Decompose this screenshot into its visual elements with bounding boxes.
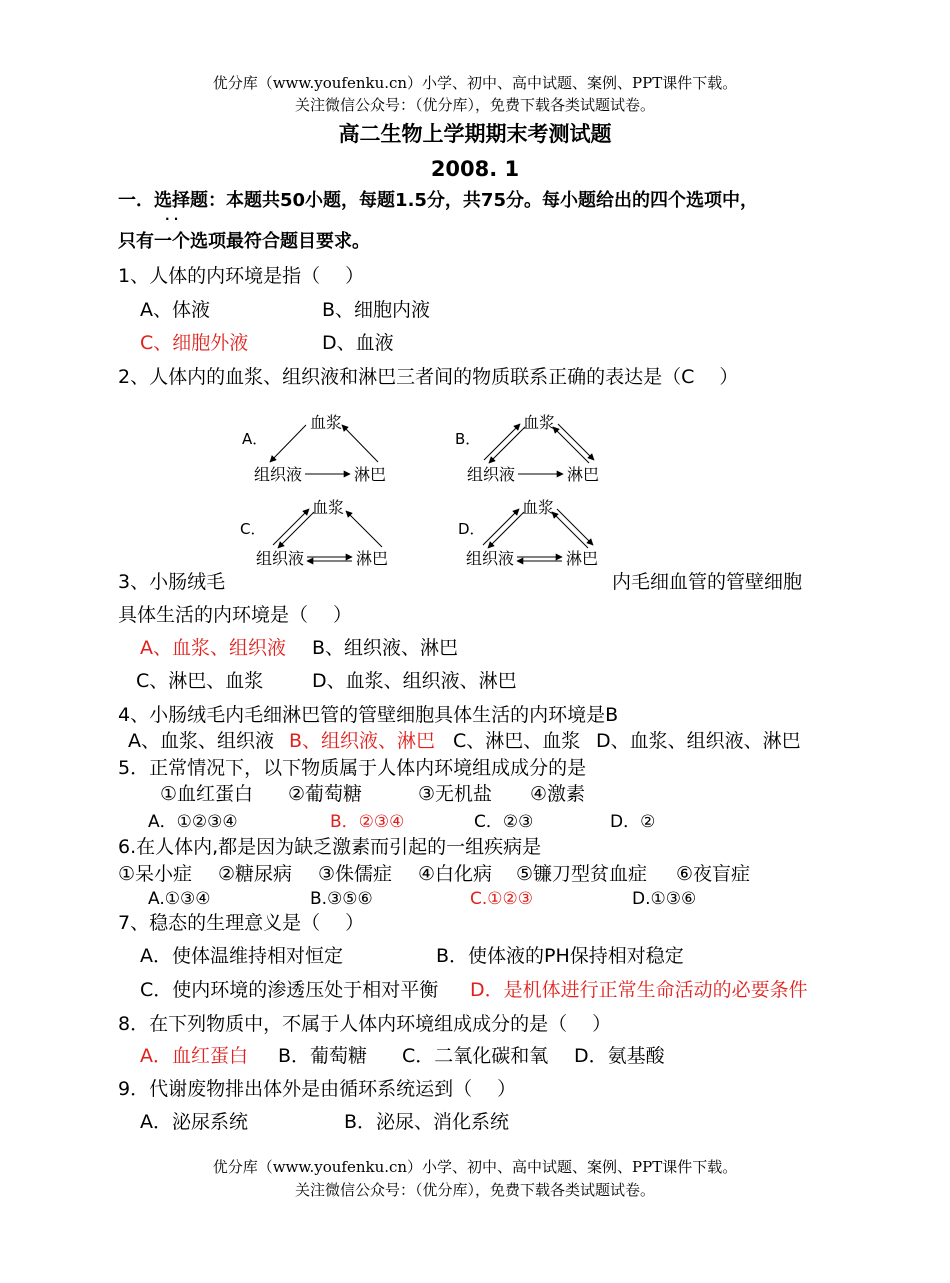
q8-option-d: D．氨基酸 bbox=[574, 1045, 665, 1067]
q6-item-3: ③侏儒症 bbox=[318, 863, 393, 885]
diagram-a-arrow-lymph-plasma bbox=[342, 425, 378, 462]
q5-item-3: ③无机盐 bbox=[418, 783, 493, 805]
q4-option-d: D、血浆、组织液、淋巴 bbox=[596, 730, 801, 752]
q5-option-c: C．②③ bbox=[474, 812, 534, 832]
q8-option-c: C．二氧化碳和氧 bbox=[402, 1045, 549, 1067]
section-heading-line-1: 一．选择题：本题共50小题，每题1.5分，共75分。每小题给出的四个选项中， bbox=[118, 190, 758, 211]
q4-option-b-answer: B、组织液、淋巴 bbox=[289, 730, 436, 752]
footer-line-1: 优分库（www.youfenku.cn）小学、初中、高中试题、案例、PPT课件下载。 bbox=[212, 1158, 738, 1176]
q4-option-c: C、淋巴、血浆 bbox=[453, 730, 581, 752]
header-line-1: 优分库（www.youfenku.cn）小学、初中、高中试题、案例、PPT课件下载。 bbox=[212, 74, 738, 92]
q3-stem-right: 内毛细血管的管壁细胞 bbox=[612, 571, 803, 593]
diagram-c-top: 血浆 bbox=[312, 498, 345, 517]
q7-option-d-answer: D．是机体进行正常生命活动的必要条件 bbox=[470, 979, 808, 1001]
q6-item-5: ⑤镰刀型贫血症 bbox=[516, 863, 648, 885]
diagram-a-right: 淋巴 bbox=[354, 465, 387, 484]
q1-stem: 1、人体的内环境是指（ ） bbox=[118, 265, 365, 287]
q6-item-2: ②糖尿病 bbox=[218, 863, 293, 885]
q3-option-b: B、组织液、淋巴 bbox=[312, 637, 459, 659]
emphasis-dots: · · bbox=[165, 212, 179, 226]
q9-option-b: B．泌尿、消化系统 bbox=[344, 1111, 510, 1133]
q6-option-b: B.③⑤⑥ bbox=[310, 889, 373, 909]
q6-stem: 6.在人体内,都是因为缺乏激素而引起的一组疾病是 bbox=[118, 836, 542, 858]
diagram-b-label: B． bbox=[455, 430, 481, 448]
diagram-c-label: C． bbox=[240, 520, 266, 538]
q8-option-a-answer: A．血红蛋白 bbox=[140, 1045, 248, 1067]
diagram-c bbox=[240, 498, 388, 568]
q3-option-c: C、淋巴、血浆 bbox=[136, 670, 264, 692]
section-heading-line-2: 只有一个选项最符合题目要求。 bbox=[118, 231, 370, 252]
diagram-a bbox=[242, 413, 386, 484]
q5-item-1: ①血红蛋白 bbox=[160, 783, 254, 805]
q9-option-a: A．泌尿系统 bbox=[140, 1111, 248, 1133]
q1-option-d: D、血液 bbox=[322, 332, 394, 354]
q1-option-c-answer: C、细胞外液 bbox=[140, 332, 249, 354]
q2-stem: 2、人体内的血浆、组织液和淋巴三者间的物质联系正确的表达是（C ） bbox=[118, 366, 739, 388]
q7-option-c: C．使内环境的渗透压处于相对平衡 bbox=[140, 979, 439, 1001]
q4-option-a: A、血浆、组织液 bbox=[128, 730, 274, 752]
q4-stem: 4、小肠绒毛内毛细淋巴管的管壁细胞具体生活的内环境是B bbox=[118, 704, 619, 726]
q5-item-2: ②葡萄糖 bbox=[288, 783, 363, 805]
q6-option-d: D.①③⑥ bbox=[632, 889, 697, 909]
q3-stem-left: 3、小肠绒毛 bbox=[118, 571, 226, 593]
diagram-b-right: 淋巴 bbox=[567, 465, 600, 484]
q6-option-c-answer: C.①②③ bbox=[470, 889, 533, 909]
q8-option-b: B．葡萄糖 bbox=[278, 1045, 368, 1067]
diagram-a-top: 血浆 bbox=[310, 413, 343, 432]
diagram-c-right: 淋巴 bbox=[356, 549, 389, 568]
q3-stem-line-2: 具体生活的内环境是（ ） bbox=[118, 604, 353, 626]
q9-stem: 9．代谢废物排出体外是由循环系统运到（ ） bbox=[118, 1078, 517, 1100]
q7-option-a: A．使体温维持相对恒定 bbox=[140, 945, 343, 967]
diagram-a-left: 组织液 bbox=[254, 465, 303, 484]
header-line-2: 关注微信公众号：（优分库），免费下载各类试题试卷。 bbox=[294, 96, 655, 114]
diagram-d-top: 血浆 bbox=[522, 498, 555, 517]
q6-item-6: ⑥夜盲症 bbox=[676, 863, 751, 885]
q5-option-a: A．①②③④ bbox=[148, 812, 238, 832]
q6-item-1: ①呆小症 bbox=[118, 863, 193, 885]
diagram-d bbox=[458, 498, 598, 568]
footer-line-2: 关注微信公众号：（优分库），免费下载各类试题试卷。 bbox=[294, 1181, 655, 1199]
q5-option-b-answer: B．②③④ bbox=[330, 812, 405, 832]
q6-option-a: A.①③④ bbox=[148, 889, 211, 909]
q5-item-4: ④激素 bbox=[530, 783, 586, 805]
q1-option-a: A、体液 bbox=[140, 299, 210, 321]
page-title: 高二生物上学期期末考测试题 bbox=[338, 122, 612, 146]
q6-item-4: ④白化病 bbox=[418, 863, 493, 885]
q7-option-b: B．使体液的PH保持相对稳定 bbox=[436, 945, 684, 967]
q8-stem: 8．在下列物质中，不属于人体内环境组成成分的是（ ） bbox=[118, 1013, 612, 1035]
q5-stem: 5．正常情况下，以下物质属于人体内环境组成成分的是 bbox=[118, 757, 587, 779]
page-date: 2008. 1 bbox=[430, 157, 520, 181]
q3-option-a-answer: A、血浆、组织液 bbox=[140, 637, 286, 659]
diagram-c-left: 组织液 bbox=[256, 549, 305, 568]
diagram-d-right: 淋巴 bbox=[566, 549, 599, 568]
q1-option-b: B、细胞内液 bbox=[322, 299, 431, 321]
q5-option-d: D．② bbox=[610, 812, 656, 832]
diagram-b-top: 血浆 bbox=[523, 413, 556, 432]
q3-option-d: D、血浆、组织液、淋巴 bbox=[312, 670, 517, 692]
q7-stem: 7、稳态的生理意义是（ ） bbox=[118, 912, 365, 934]
diagram-d-left: 组织液 bbox=[466, 549, 515, 568]
diagram-d-label: D． bbox=[458, 520, 485, 538]
diagram-b-left: 组织液 bbox=[467, 465, 516, 484]
diagram-a-arrow-plasma-tissue bbox=[270, 425, 306, 462]
diagram-b bbox=[455, 413, 599, 484]
diagram-a-label: A． bbox=[242, 430, 268, 448]
